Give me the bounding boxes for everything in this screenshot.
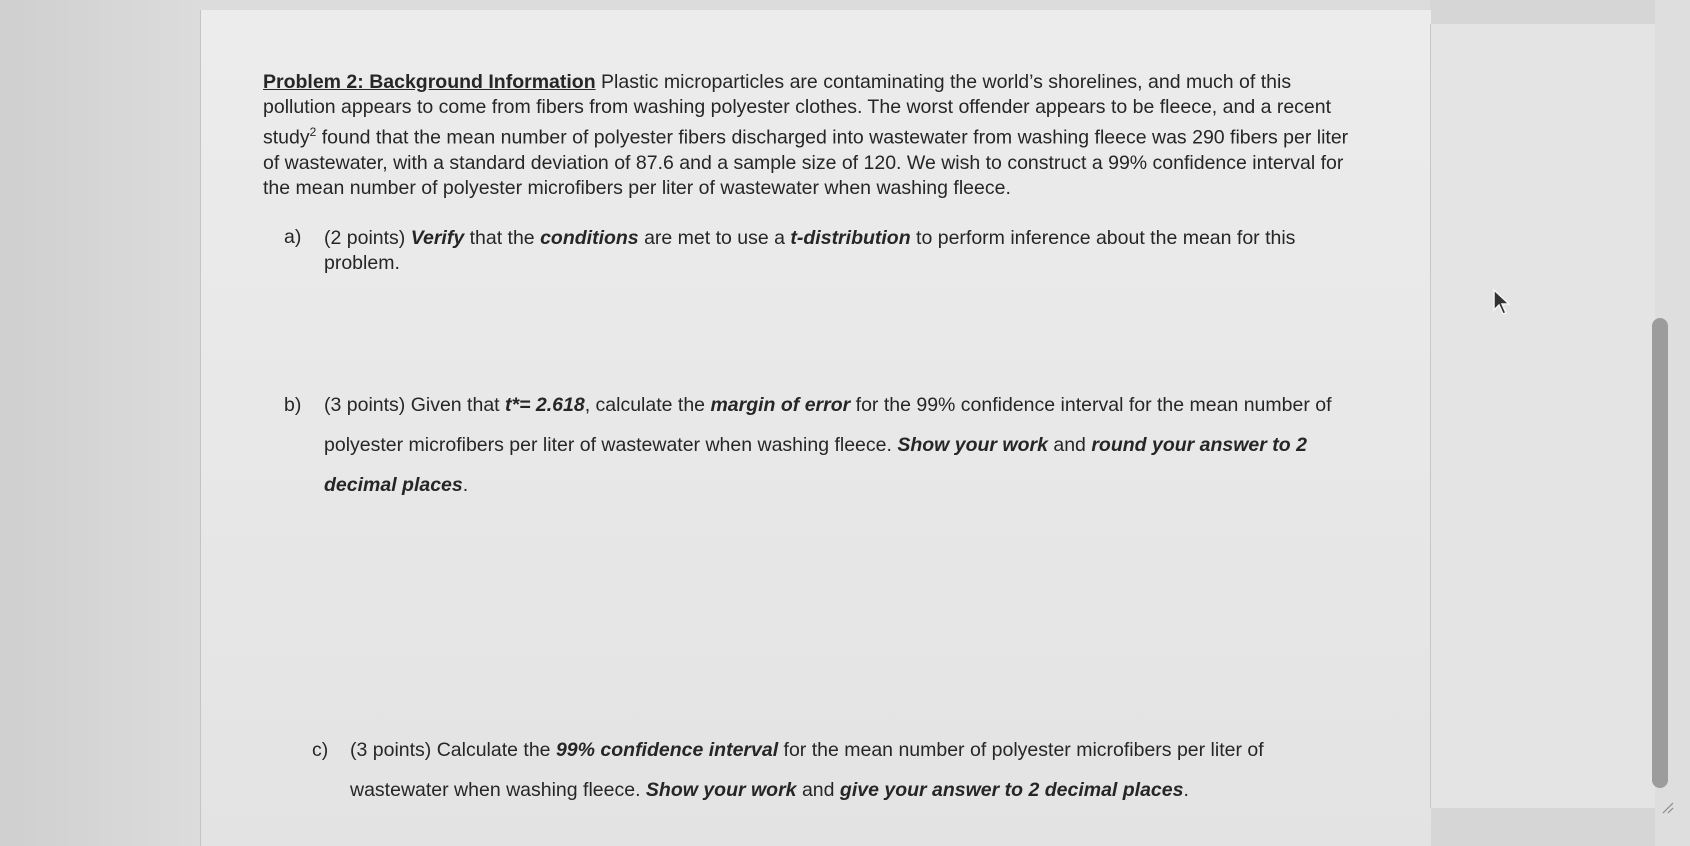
part-b-letter: b) [284, 394, 302, 416]
part-a [284, 226, 1334, 276]
part-b-text-1: , calculate the [584, 394, 711, 416]
part-c-show-work: Show your work [645, 779, 797, 801]
part-b [284, 393, 1334, 505]
part-b-margin-of-error: margin of error [710, 394, 851, 416]
part-c-points: (3 points) Calculate the [350, 739, 556, 761]
part-c-text-1: for the mean number of polyester microfibers per liter of wastewater when washing fleece. [350, 739, 1264, 801]
footnote-ref: 2 [309, 125, 317, 139]
part-a-tdist: t-distribution [790, 227, 911, 249]
part-c-give-answer: give your answer to 2 decimal places [839, 779, 1184, 801]
resize-grip-icon[interactable] [1660, 800, 1674, 814]
part-c-letter: c) [312, 739, 329, 761]
part-b-points: (3 points) Given that [324, 394, 506, 416]
intro-text-1: Plastic microparticles are contaminating the world’s shorelines, and much of this pollution appears to come from fibers from washing polyester clothes. The worst offender appears to be fleece, and a recent study [263, 71, 1332, 149]
part-b-text [324, 385, 1334, 505]
problem-intro [263, 70, 1363, 201]
part-c-and: and [796, 779, 840, 801]
part-c-end: . [1183, 779, 1189, 801]
part-a-conditions: conditions [540, 227, 639, 249]
part-b-tstar: t*= 2.618 [505, 394, 585, 416]
part-a-verify: Verify [410, 227, 465, 249]
part-b-round: round your answer to 2 decimal places [324, 434, 1307, 496]
scrollbar-thumb[interactable] [1652, 318, 1668, 788]
left-gutter [0, 0, 200, 846]
part-a-text-1: that the [464, 227, 541, 249]
right-side-panel [1430, 24, 1656, 808]
part-b-text-2: for the 99% confidence interval for the mean number of polyester microfibers per liter of wastewater when washing fleece. [324, 394, 1332, 456]
page-top-edge [200, 0, 1430, 10]
part-a-text-2: are met to use a [638, 227, 791, 249]
part-c [284, 738, 1334, 810]
problem-heading: Problem 2: Background Information [263, 71, 596, 93]
mouse-pointer-icon [1492, 288, 1514, 316]
intro-text-2: found that the mean number of polyester fibers discharged into wastewater from washing fleece was 290 fibers per liter of wastewater, with a standard deviation of 87.6 and a sample size of 120. We wish to construct a 99% confidence interval for the mean number of polyester microfibers per liter of wastewater when washing fleece. [263, 126, 1349, 199]
part-b-show-work: Show your work [897, 434, 1048, 456]
part-c-text [350, 730, 1334, 810]
part-a-text [324, 226, 1334, 276]
part-b-and: and [1047, 434, 1092, 456]
part-a-points: (2 points) [324, 227, 411, 249]
document-content [263, 70, 1363, 201]
part-a-text-3: to perform inference about the mean for this problem. [324, 227, 1296, 274]
part-a-letter: a) [284, 226, 302, 248]
part-b-end: . [462, 474, 469, 496]
part-c-confidence-interval: 99% confidence interval [555, 739, 779, 761]
